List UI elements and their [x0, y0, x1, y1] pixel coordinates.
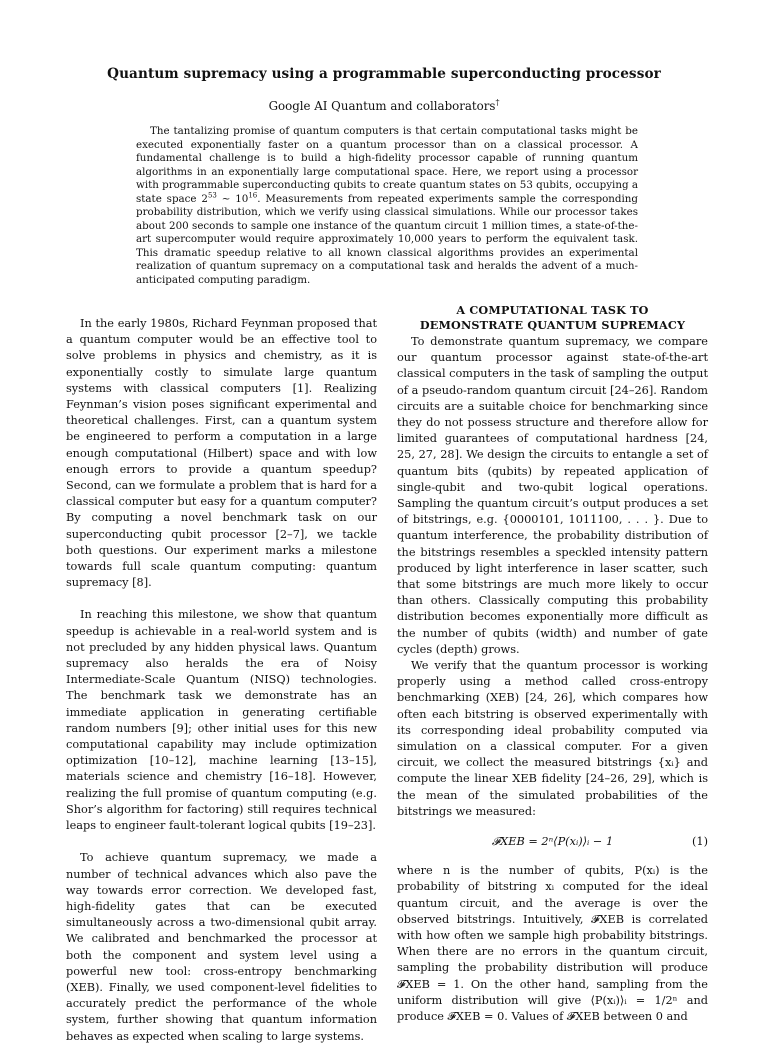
- intro-paragraph-3: To achieve quantum supremacy, we made a number of technical advances which also pave the way towards error correction. We developed fast, high-fidelity gates that can be executed simultaneously across a two-dimensional qubit array. We calibrated and benchmarked the processor at both the component and system level using a powerful new tool: cross-entropy benchmarking (XEB). Finally, we used component-level fidelities to accurately predict the performance of the whole system, further showing that quantum information behaves as expected when scaling to large systems.: [66, 851, 377, 1043]
- authors-footnote-mark: †: [495, 98, 500, 107]
- authors-text: Google AI Quantum and collaborators: [268, 98, 496, 113]
- task-paragraph-1: To demonstrate quantum supremacy, we compare our quantum processor against state-of-the-art classical computers in the task of sampling the output of a pseudo-random quantum circuit [24–26]. Random circuits are a suitable choice for benchmarking since they do not possess structure and therefore allow for limited guarantees of computational hardness [24, 25, 27, 28]. We design the circuits to entangle a set of quantum bits (qubits) by repeated application of single-qubit and two-qubit logical operations. Sampling the quantum circuit’s output produces a set of bitstrings, e.g. {0000101, 1011100, . . . }. Due to quantum interference, the probability distribution of the bitstrings resembles a speckled intensity pattern produced by light interference in laser scatter, such that some bitstrings are much more likely to occur than others. Classically computing this probability distribution becomes exponentially more difficult as the number of qubits (width) and number of gate cycles (depth) grows.: [397, 335, 708, 656]
- section-heading-line-2: DEMONSTRATE QUANTUM SUPREMACY: [419, 318, 686, 332]
- abstract-exponent-2: 16: [248, 191, 258, 200]
- equation-body: 𝓕XEB = 2ⁿ⟨P(xᵢ)⟩ᵢ − 1: [491, 834, 614, 848]
- abstract-part-2: ∼ 10: [216, 192, 249, 205]
- section-heading: [397, 303, 708, 333]
- abstract-exponent-1: 53: [207, 191, 217, 200]
- paper-title: Quantum supremacy using a programmable superconducting processor: [107, 66, 661, 82]
- section-heading-line-1: A COMPUTATIONAL TASK TO: [456, 303, 649, 317]
- intro-paragraph-2: In reaching this milestone, we show that quantum speedup is achievable in a real-world system and is not precluded by any hidden physical laws. Quantum supremacy also heralds the era of Noisy Intermediate-Scale Quantum (NISQ) technologies. The benchmark task we demonstrate has an immediate application in generating certifiable random numbers [9]; other initial uses for this new computational capability may include optimization optimization [10–12], machine learning [13–15], materials science and chemistry [16–18]. However, realizing the full promise of quantum computing (e.g. Shor’s algorithm for factoring) still requires technical leaps to engineer fault-tolerant logical qubits [19–23].: [66, 608, 377, 833]
- abstract-part-1: The tantalizing promise of quantum computers is that certain computational tasks might be executed exponentially faster on a quantum processor than on a classical processor. A fundamental challenge is to build a high-fidelity processor capable of running quantum algorithms in an exponentially large computational space. Here, we report using a processor with programmable superconducting qubits to create quantum states on 53 qubits, occupying a state space 2: [136, 125, 638, 205]
- equation-1: [397, 830, 708, 854]
- abstract-part-3: . Measurements from repeated experiments sample the corresponding probability distribution, which we verify using classical simulations. While our processor takes about 200 seconds to sample one instance of the quantum circuit 1 million times, a state-of-the-art supercomputer would require approximately 10,000 years to perform the equivalent task. This dramatic speedup relative to all known classical algorithms provides an experimental realization of quantum supremacy on a computational task and heralds the advent of a much-anticipated computing paradigm.: [136, 192, 639, 286]
- right-column: [397, 303, 708, 1025]
- author-line: [0, 98, 768, 113]
- left-column: [66, 316, 377, 1045]
- abstract: [136, 125, 638, 287]
- task-paragraph-3: where n is the number of qubits, P(xᵢ) is the probability of bitstring xᵢ computed for the ideal quantum circuit, and the average is over the observed bitstrings. Intuitively, 𝓕XEB is correlated with how often we sample high probability bitstrings. When there are no errors in the quantum circuit, sampling the probability distribution will produce 𝓕XEB = 1. On the other hand, sampling from the uniform distribution will give ⟨P(xᵢ)⟩ᵢ = 1/2ⁿ and produce 𝓕XEB = 0. Values of 𝓕XEB between 0 and: [397, 864, 708, 1023]
- task-paragraph-2: We verify that the quantum processor is working properly using a method called cross-entropy benchmarking (XEB) [24, 26], which compares how often each bitstring is observed experimentally with its corresponding ideal probability computed via simulation on a classical computer. For a given circuit, we collect the measured bitstrings {xᵢ} and compute the linear XEB fidelity [24–26, 29], which is the mean of the simulated probabilities of the bitstrings we measured:: [397, 659, 708, 818]
- intro-paragraph-1: In the early 1980s, Richard Feynman proposed that a quantum computer would be an effective tool to solve problems in physics and chemistry, as it is exponentially costly to simulate large quantum systems with classical computers [1]. Realizing Feynman’s vision poses significant experimental and theoretical challenges. First, can a quantum system be engineered to perform a computation in a large enough computational (Hilbert) space and with low enough errors to provide a quantum speedup? Second, can we formulate a problem that is hard for a classical computer but easy for a quantum computer? By computing a novel benchmark task on our superconducting qubit processor [2–7], we tackle both questions. Our experiment marks a milestone towards full scale quantum computing: quantum supremacy [8].: [66, 317, 377, 590]
- equation-number: (1): [691, 834, 708, 848]
